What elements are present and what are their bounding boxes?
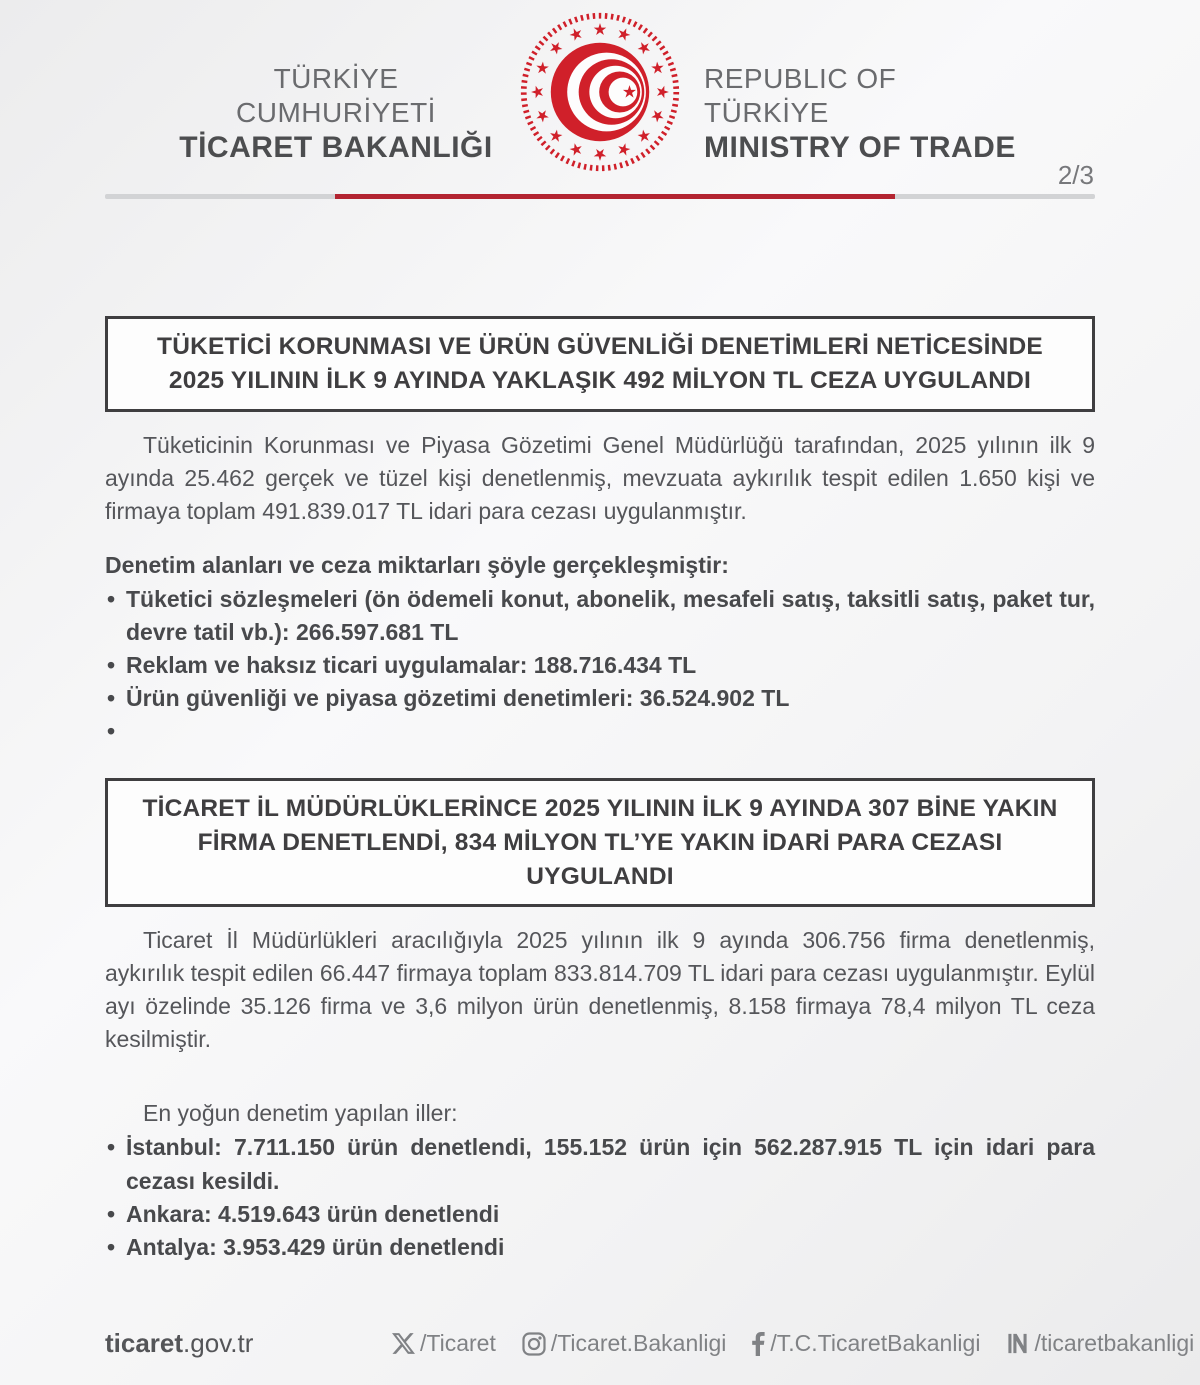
section1-title-box: TÜKETİCİ KORUNMASI VE ÜRÜN GÜVENLİĞİ DENETİMLERİ NETİCESİNDE 2025 YILININ İLK 9 AYINDA YAKLAŞIK 492 MİLYON TL CEZA UYGULANDI	[105, 316, 1095, 412]
social-link-nsosyal[interactable]	[1006, 1330, 1194, 1357]
social-link-instagram[interactable]	[522, 1330, 727, 1357]
header	[0, 0, 1200, 210]
website-rest-part: .gov.tr	[183, 1328, 254, 1358]
section2-title-box: TİCARET İL MÜDÜRLÜKLERİNCE 2025 YILININ İLK 9 AYINDA 307 BİNE YAKIN FİRMA DENETLENDİ, 834 MİLYON TL’YE YAKIN İDARİ PARA CEZASI UYGULANDI	[105, 778, 1095, 907]
website-bold-part: ticaret	[105, 1328, 184, 1358]
list-item: • Tüketici sözleşmeleri (ön ödemeli konut, abonelik, mesafeli satış, taksitli satış, paket tur, devre tatil vb.): 266.597.681 TL	[105, 583, 1095, 649]
list-item-empty	[105, 715, 1095, 748]
page-progress-track	[105, 194, 1095, 199]
social-link-facebook[interactable]	[752, 1330, 980, 1357]
footer	[0, 1322, 1200, 1368]
ministry-of-trade-emblem-icon	[518, 10, 682, 174]
website-link[interactable]	[105, 1328, 253, 1359]
org-en-line2: MINISTRY OF TRADE	[704, 131, 1016, 165]
org-name-turkish	[176, 62, 496, 167]
list-item: • İstanbul: 7.711.150 ürün denetlendi, 155.152 ürün için 562.287.915 TL için idari para cezası kesildi.	[105, 1131, 1095, 1197]
instagram-icon	[522, 1332, 546, 1356]
section1-bullet-list	[105, 583, 1095, 748]
social-handle: /Ticaret	[420, 1330, 496, 1356]
social-handle: /Ticaret.Bakanligi	[550, 1330, 727, 1356]
facebook-icon	[752, 1332, 765, 1356]
social-handle: /T.C.TicaretBakanligi	[770, 1330, 981, 1356]
list-item: • Reklam ve haksız ticari uygulamalar: 188.716.434 TL	[105, 649, 1095, 682]
org-tr-line2: TİCARET BAKANLIĞI	[179, 131, 493, 165]
page-progress-current-segment	[335, 194, 895, 199]
org-tr-line1: TÜRKİYE CUMHURİYETİ	[236, 63, 436, 129]
list-item: • Antalya: 3.953.429 ürün denetlendi	[105, 1231, 1095, 1264]
org-en-line1: REPUBLIC OF TÜRKİYE	[704, 63, 897, 129]
social-links	[392, 1330, 1194, 1357]
list-item: • Ankara: 4.519.643 ürün denetlendi	[105, 1198, 1095, 1231]
nsosyal-icon	[1006, 1332, 1029, 1355]
section2-bullet-list	[105, 1131, 1095, 1263]
org-name-english	[704, 62, 1024, 167]
section2-paragraph: Ticaret İl Müdürlükleri aracılığıyla 2025 yılının ilk 9 ayında 306.756 firma denetlenmiş, aykırılık tespit edilen 66.447 firmaya toplam 833.814.709 TL idari para cezası uygulanmıştır. Eylül ayı özelinde 35.126 firma ve 3,6 milyon ürün denetlenmiş, 8.158 firmaya 78,4 milyon TL ceza kesilmiştir.	[105, 927, 1095, 1053]
section1-list-heading: Denetim alanları ve ceza miktarları şöyle gerçekleşmiştir:	[105, 551, 729, 578]
section1-paragraph: Tüketicinin Korunması ve Piyasa Gözetimi Genel Müdürlüğü tarafından, 2025 yılının ilk 9 ayında 25.462 gerçek ve tüzel kişi denetlenmiş, mevzuata aykırılık tespit edilen 1.650 kişi ve firmaya toplam 491.839.017 TL idari para cezası uygulanmıştır.	[105, 431, 1095, 524]
section2-sub-heading: En yoğun denetim yapılan iller:	[143, 1100, 458, 1127]
main-content	[105, 210, 1095, 1264]
list-item: • Ürün güvenliği ve piyasa gözetimi denetimleri: 36.524.902 TL	[105, 682, 1095, 715]
social-link-x[interactable]	[392, 1330, 496, 1357]
social-handle: /ticaretbakanligi	[1034, 1330, 1195, 1356]
x-icon	[392, 1332, 415, 1355]
page-indicator: 2/3	[1057, 160, 1094, 190]
